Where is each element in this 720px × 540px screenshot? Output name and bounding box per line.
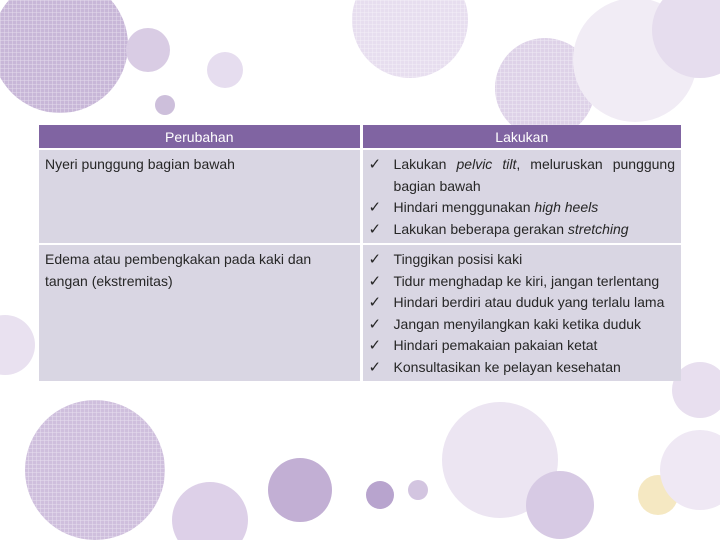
table-row	[39, 245, 681, 381]
check-icon: ✓	[368, 337, 382, 354]
check-icon: ✓	[368, 272, 382, 290]
header-perubahan: Perubahan	[39, 125, 360, 148]
action-item	[369, 154, 675, 197]
action-item	[369, 197, 675, 219]
check-icon: ✓	[368, 220, 382, 238]
check-icon: ✓	[368, 358, 382, 376]
header-lakukan: Lakukan	[363, 125, 681, 148]
action-text: Tinggikan posisi kaki	[393, 251, 523, 267]
action-item	[369, 292, 675, 314]
action-text: Hindari berdiri atau duduk yang terlalu lama	[393, 294, 665, 310]
actions-list	[369, 154, 675, 240]
actions-cell	[363, 150, 681, 243]
changes-table	[36, 123, 684, 383]
check-icon: ✓	[368, 294, 382, 311]
action-item	[369, 271, 675, 293]
action-text: high heels	[534, 199, 599, 215]
header-row	[39, 125, 681, 148]
check-icon: ✓	[368, 199, 382, 216]
action-text: stretching	[567, 220, 629, 237]
action-item	[369, 357, 675, 379]
action-item	[369, 314, 675, 336]
action-text: Jangan menyilangkan kaki ketika duduk	[393, 315, 642, 332]
change-cell: Nyeri punggung bagian bawah	[39, 150, 360, 243]
action-item	[369, 335, 675, 357]
table-row	[39, 150, 681, 243]
action-text: pelvic tilt	[456, 156, 517, 172]
action-text: Tidur menghadap ke kiri, jangan terlentang	[393, 272, 660, 289]
check-icon: ✓	[368, 156, 382, 173]
action-text: Hindari pemakaian pakaian ketat	[393, 337, 598, 353]
action-text: Lakukan	[393, 156, 457, 172]
check-icon: ✓	[368, 315, 382, 333]
action-text: Konsultasikan ke pelayan kesehatan	[393, 358, 621, 375]
action-text: Hindari menggunakan	[393, 199, 535, 215]
action-text: , meluruskan punggung bagian bawah	[393, 156, 675, 194]
actions-cell	[363, 245, 681, 381]
actions-list	[369, 249, 675, 378]
action-item	[369, 249, 675, 271]
action-item	[369, 219, 675, 241]
change-cell: Edema atau pembengkakan pada kaki dan tangan (ekstremitas)	[39, 245, 360, 381]
action-text: Lakukan beberapa gerakan	[393, 220, 568, 237]
check-icon: ✓	[368, 251, 382, 268]
